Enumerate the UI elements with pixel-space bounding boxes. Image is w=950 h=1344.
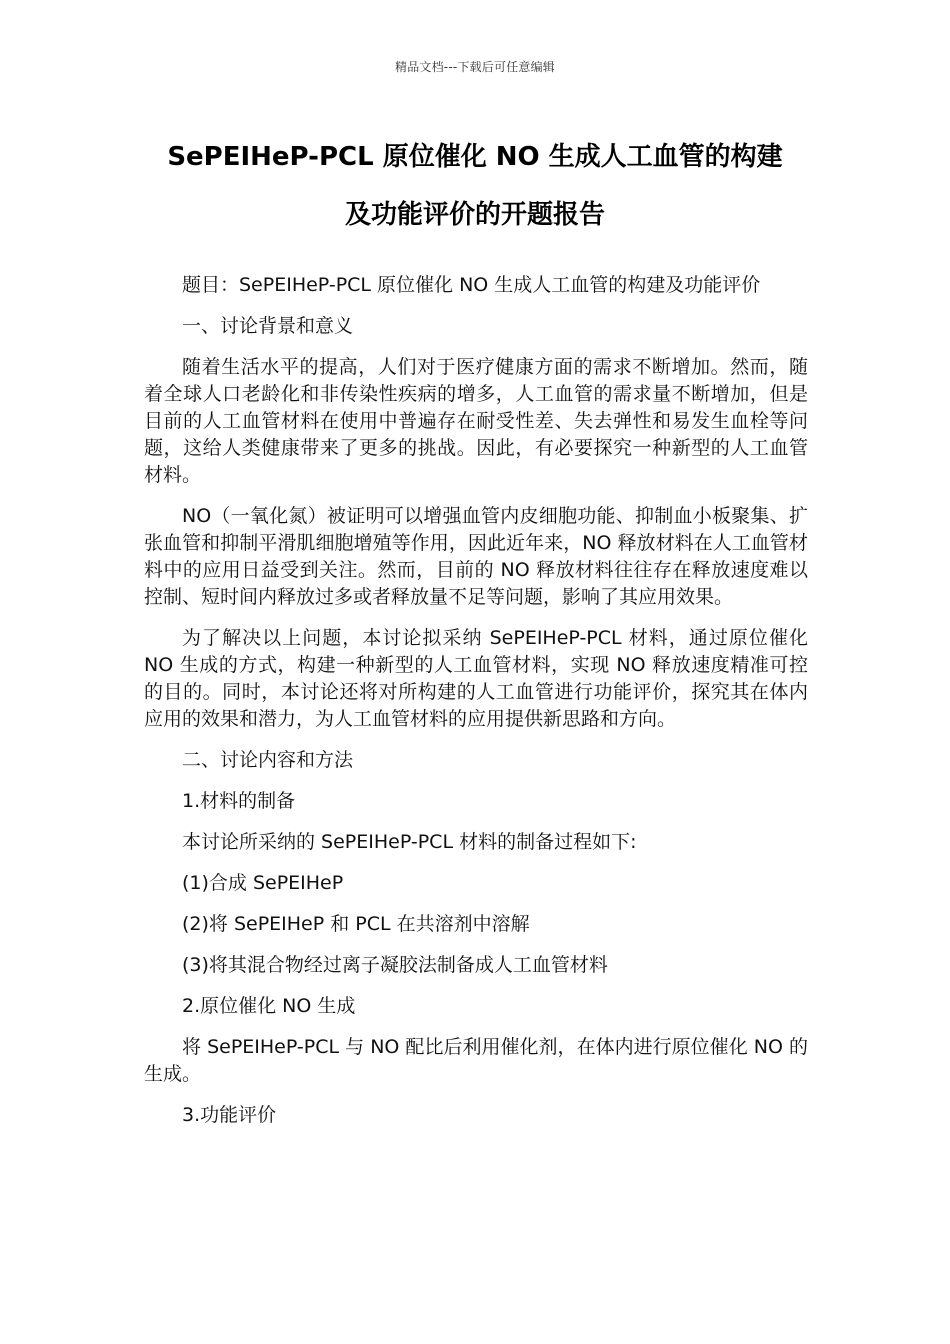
- subsection-heading: 2.原位催化 NO 生成: [182, 995, 356, 1017]
- document-title-line-1: SePEIHeP-PCL 原位催化 NO 生成人工血管的构建: [167, 142, 783, 172]
- header-note: 精品文档---下载后可任意编辑: [395, 60, 555, 74]
- list-item: (3)将其混合物经过离子凝胶法制备成人工血管材料: [182, 954, 608, 976]
- list-item: (2)将 SePEIHeP 和 PCL 在共溶剂中溶解: [182, 913, 530, 935]
- section-heading-background: 一、讨论背景和意义: [182, 315, 354, 337]
- body-paragraph: 为了解决以上问题，本讨论拟采纳 SePEIHeP-PCL 材料，通过原位催化 NO 生成的方式，构建一种新型的人工血管材料，实现 NO 释放速度精准可控的目的。同时，本讨论还将对所构建的人工血管进行功能评价，探究其在体内应用的效果和潜力，为人工血管材料的应用提供新思路和方向。: [144, 627, 808, 730]
- section-heading-methods: 二、讨论内容和方法: [182, 749, 354, 771]
- subsection-heading: 1.材料的制备: [182, 790, 296, 812]
- topic-paragraph: 题目：SePEIHeP-PCL 原位催化 NO 生成人工血管的构建及功能评价: [182, 274, 761, 296]
- subsection-heading: 3.功能评价: [182, 1104, 277, 1126]
- body-paragraph: 本讨论所采纳的 SePEIHeP-PCL 材料的制备过程如下:: [182, 831, 637, 853]
- document-body: [144, 272, 808, 1143]
- body-paragraph: 将 SePEIHeP-PCL 与 NO 配比后利用催化剂，在体内进行原位催化 NO 的生成。: [144, 1036, 808, 1085]
- body-paragraph: 随着生活水平的提高，人们对于医疗健康方面的需求不断增加。然而，随着全球人口老龄化和非传染性疾病的增多，人工血管的需求量不断增加，但是目前的人工血管材料在使用中普遍存在耐受性差、失去弹性和易发生血栓等问题，这给人类健康带来了更多的挑战。因此，有必要探究一种新型的人工血管材料。: [144, 356, 808, 486]
- document-title-line-2: 及功能评价的开题报告: [344, 200, 605, 230]
- list-item: (1)合成 SePEIHeP: [182, 872, 344, 894]
- body-paragraph: NO（一氧化氮）被证明可以增强血管内皮细胞功能、抑制血小板聚集、扩张血管和抑制平滑肌细胞增殖等作用，因此近年来，NO 释放材料在人工血管材料中的应用日益受到关注。然而，目前的 NO 释放材料往往存在释放速度难以控制、短时间内释放过多或者释放量不足等问题，影响了其应用效果。: [144, 505, 808, 608]
